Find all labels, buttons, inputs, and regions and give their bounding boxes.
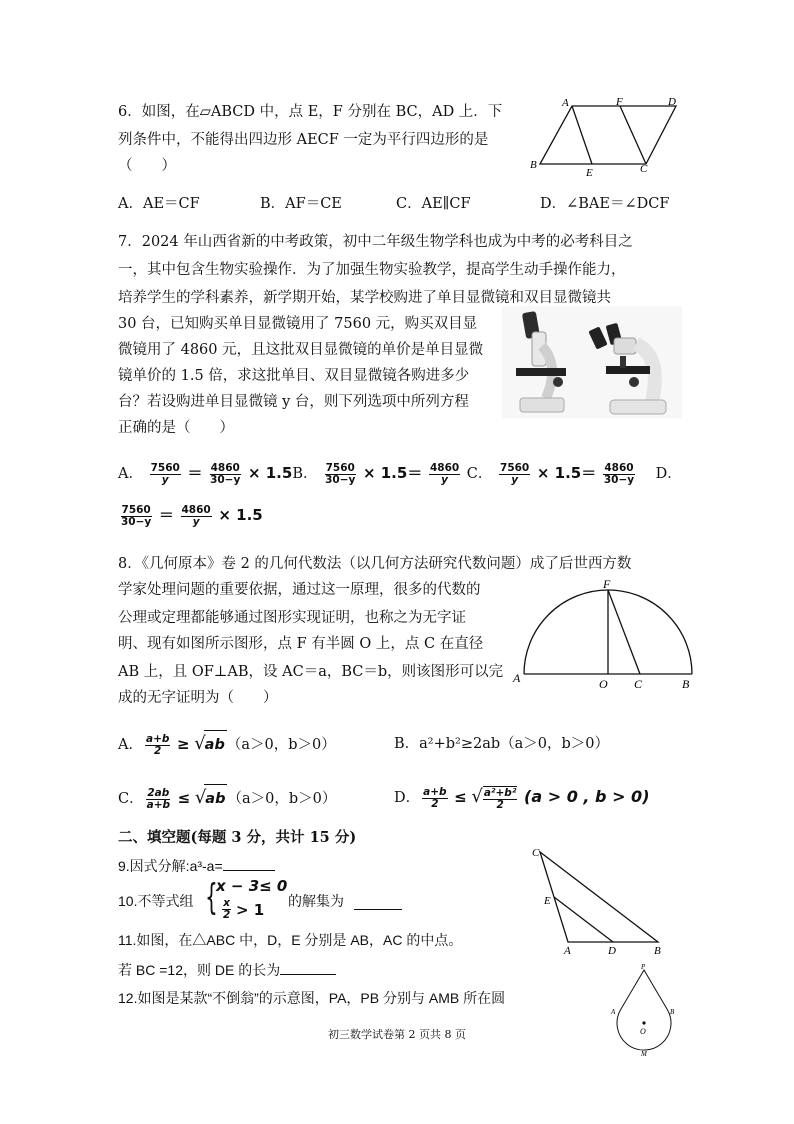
q8-option-d: D． $\frac{a+b}{2}$ ≤ √ $\frac{\text{a²+b²}}{2}$ (a > 0 , b > 0) (394, 785, 650, 811)
q7-option-d-letter: D． (655, 466, 682, 482)
label-M: M (641, 1050, 647, 1058)
q12-line1: 12.如图是某款“不倒翁”的示意图，PA，PB 分别与 AMB 所在圆 (118, 990, 506, 1006)
label-D: D (668, 96, 676, 108)
section2-heading: 二、填空题(每题 3 分，共计 15 分) (118, 829, 357, 846)
label-O: O (599, 677, 608, 690)
label-P: P (641, 963, 646, 971)
q7-line7: 台？若设购进单目显微镜 y 台，则下列选项中所列方程 (118, 394, 469, 410)
label-E: E (544, 895, 551, 907)
q7-line4: 30 台，已知购买单目显微镜用了 7560 元，购买双目显 (118, 316, 478, 332)
q8-line5: AB 上，且 OF⊥AB，设 AC＝a，BC＝b，则该图形可以完 (118, 664, 504, 680)
label-B: B (654, 945, 661, 957)
q7-line8: 正确的是（ ） (118, 420, 234, 436)
q6-option-b: B．AF＝CE (260, 196, 342, 212)
label-C: C (532, 847, 540, 859)
q6-line3: （ ） (118, 158, 176, 174)
label-A: A (513, 671, 521, 685)
q8-option-c: C． $\frac{2ab}{a+b}$ ≤ √ab （a＞0，b＞0） (118, 784, 336, 812)
semicircle-figure (510, 576, 700, 690)
q7-options-row: A． $\frac{7560}{y}$ ＝ $\frac{4860}{30-y}$ × 1.5B． $\frac{7560}{30-y}$ × 1.5＝ $\frac{4860}{y}$ C． $\frac{7560}{y}$ × 1.5＝ $\frac{4860}{30-y}$ D． (118, 461, 682, 486)
q8-option-b: B．a²+b²≥2ab（a＞0，b＞0） (394, 736, 610, 752)
q7-line2: 一，其中包含生物实验操作．为了加强生物实验教学，提高学生动手操作能力， (118, 262, 626, 278)
label-A: A (562, 97, 569, 109)
q9: 9.因式分解:a³-a= (118, 856, 275, 876)
label-C: C (640, 163, 648, 175)
q7-line3: 培养学生的学科素养，新学期开始，某学校购进了单目显微镜和双目显微镜共 (118, 290, 611, 306)
q6-line2: 列条件中，不能得出四边形 AECF 一定为平行四边形的是 (118, 132, 489, 148)
label-C: C (634, 677, 643, 690)
label-B: B (682, 677, 690, 690)
q7-d-frac1: $\frac{7560}{30-y}$ (121, 503, 152, 528)
q8-line1: 8．《几何原本》卷 2 的几何代数法（以几何方法研究代数问题）成了后世西方数 (118, 556, 632, 572)
label-D: D (608, 945, 616, 957)
label-A: A (564, 945, 571, 957)
q7-line6: 镜单价的 1.5 倍，求这批单目、双目显微镜各购进多少 (118, 368, 470, 384)
q11-line1: 11.如图，在△ABC 中，D，E 分别是 AB，AC 的中点。 (118, 932, 463, 948)
q7-d-frac2: $\frac{4860}{y}$ (181, 503, 211, 528)
q11-line2: 若 BC =12，则 DE 的长为 (118, 960, 336, 980)
label-F: F (616, 96, 623, 108)
q7-line5: 微镜用了 4860 元，且这批双目显微镜的单价是单目显微 (118, 342, 484, 358)
microscopes-photo (502, 306, 682, 418)
tumbler-figure (604, 960, 694, 1060)
q7-c-frac2: $\frac{4860}{30-y}$ (603, 461, 635, 486)
page-footer: 初三数学试卷第 2 页共 8 页 (328, 1028, 466, 1041)
q7-option-c-letter: C． (466, 466, 493, 482)
triangle-figure (524, 842, 674, 958)
q6-option-a: A．AE＝CF (118, 196, 200, 212)
q7-a-frac2: $\frac{4860}{30-y}$ (210, 461, 241, 486)
q7-b-frac1: $\frac{7560}{30-y}$ (325, 461, 356, 486)
q6-option-c: C．AE∥CF (396, 196, 471, 212)
label-F: F (603, 577, 611, 591)
q8-option-a: A． $\frac{a+b}{2}$ ≥ √ab （a＞0，b＞0） (118, 730, 336, 758)
parallelogram-figure (526, 94, 696, 178)
label-B: B (530, 159, 537, 171)
q8-line2: 学家处理问题的重要依据，通过这一原理，很多的代数的 (118, 582, 481, 598)
q8-line3: 公理或定理都能够通过图形实现证明，也称之为无字证 (118, 610, 466, 626)
label-E: E (586, 167, 593, 178)
q7-b-frac2: $\frac{4860}{y}$ (429, 461, 460, 486)
q7-option-b-letter: B． (292, 466, 318, 482)
q7-line1: 7．2024 年山西省新的中考政策，初中二年级生物学科也成为中考的必考科目之 (118, 234, 633, 250)
q6-option-d: D．∠BAE＝∠DCF (540, 196, 670, 212)
q7-option-a-letter: A． (118, 466, 143, 482)
label-A: A (611, 1008, 616, 1016)
q7-a-frac1: $\frac{7560}{y}$ (150, 461, 180, 486)
q7-option-d-expr: $\frac{7560}{30-y}$ ＝ $\frac{4860}{y}$ × 1.5 (121, 503, 263, 528)
q6-line1: 6．如图，在▱ABCD 中，点 E，F 分别在 BC，AD 上．下 (118, 104, 503, 120)
q8-line4: 明、现有如图所示图形，点 F 有半圆 O 上，点 C 在直径 (118, 636, 484, 652)
label-B: B (670, 1008, 675, 1016)
q8-line6: 成的无字证明为（ ） (118, 690, 278, 706)
label-O: O (640, 1027, 646, 1036)
q7-c-frac1: $\frac{7560}{y}$ (500, 461, 530, 486)
